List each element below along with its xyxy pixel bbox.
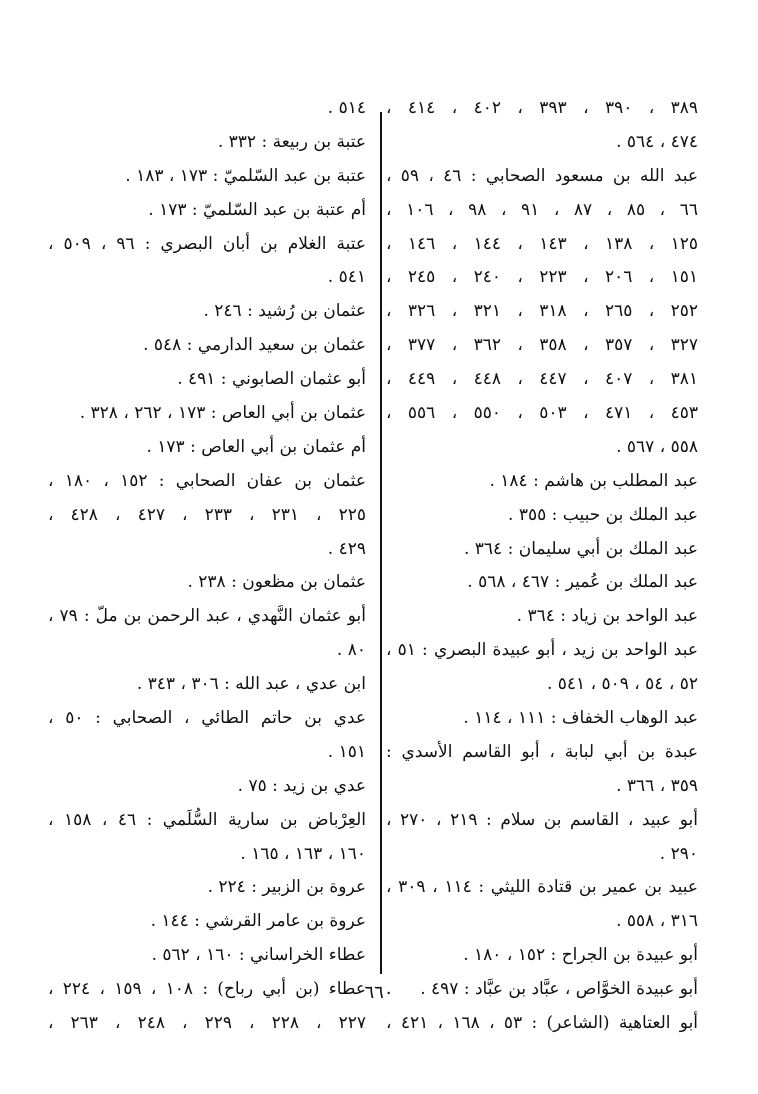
page-number: ٦٦٠ (364, 982, 394, 1003)
index-column-right (386, 92, 698, 1041)
index-entry-line: ٢٥٢ ، ٢٦٥ ، ٣١٨ ، ٣٢١ ، ٣٢٦ ، (386, 301, 698, 322)
index-entry-line: عثمان بن أبي العاص : ١٧٣ ، ٢٦٢ ، ٣٢٨ . (79, 403, 366, 424)
index-entry-line: أم عتبة بن عبد السّلميّ : ١٧٣ . (148, 199, 366, 220)
index-entry-line: ٥٥٨ ، ٥٦٧ . (616, 436, 698, 457)
index-entry-line: أبو عبيدة بن الجراح : ١٥٢ ، ١٨٠ . (463, 945, 698, 966)
index-entry-line: عدي بن زيد : ٧٥ . (237, 775, 366, 796)
index-entry-line: عبد الملك بن عُمير : ٤٦٧ ، ٥٦٨ . (467, 572, 698, 593)
index-entry-line: عثمان بن رُشيد : ٢٤٦ . (203, 301, 366, 322)
index-entry-line: ١٦٠ ، ١٦٣ ، ١٦٥ . (240, 843, 366, 864)
index-entry-line: عثمان بن مظعون : ٢٣٨ . (187, 572, 366, 593)
index-entry-line: ١٥١ . (327, 741, 366, 762)
index-entry-line: عطاء (بن أبي رباح) : ١٠٨ ، ١٥٩ ، ٢٢٤ ، (48, 979, 366, 1000)
index-entry-line: ٢٢٧ ، ٢٢٨ ، ٢٢٩ ، ٢٤٨ ، ٢٦٣ ، (48, 1013, 366, 1034)
index-entry-line: عثمان بن عفان الصحابي : ١٥٢ ، ١٨٠ ، (48, 470, 366, 491)
index-entry-line: عثمان بن سعيد الدارمي : ٥٤٨ . (143, 335, 366, 356)
index-entry-line: أبو عثمان النَّهدي ، عبد الرحمن بن ملّ : ٧٩ ، (48, 606, 366, 627)
index-entry-line: عدي بن حاتم الطائي ، الصحابي : ٥٠ ، (48, 708, 366, 729)
index-entry-line: ابن عدي ، عبد الله : ٣٠٦ ، ٣٤٣ . (136, 674, 366, 695)
index-entry-line: أبو العتاهية (الشاعر) : ٥٣ ، ١٦٨ ، ٤٢١ ، (386, 1013, 698, 1034)
index-entry-line: ٣٥٩ ، ٣٦٦ . (616, 775, 698, 796)
index-entry-line: ٨٠ . (336, 640, 366, 661)
index-entry-line: ٤٢٩ . (327, 538, 366, 559)
index-entry-line: ٣٨١ ، ٤٠٧ ، ٤٤٧ ، ٤٤٨ ، ٤٤٩ ، (386, 369, 698, 390)
index-entry-line: ٦٦ ، ٨٥ ، ٨٧ ، ٩١ ، ٩٨ ، ١٠٦ ، (386, 199, 698, 220)
index-entry-line: عتبة بن عبد السّلميّ : ١٧٣ ، ١٨٣ . (125, 165, 366, 186)
index-entry-line: عتبة بن ربيعة : ٣٣٢ . (217, 131, 366, 152)
index-entry-line: ٣١٦ ، ٥٥٨ . (616, 911, 698, 932)
index-entry-line: ١٥١ ، ٢٠٦ ، ٢٢٣ ، ٢٤٠ ، ٢٤٥ ، (386, 267, 698, 288)
index-entry-line: عبد الواحد بن زيد ، أبو عبيدة البصري : ٥١ ، (386, 640, 698, 661)
index-entry-line: عبد الله بن مسعود الصحابي : ٤٦ ، ٥٩ ، (386, 165, 698, 186)
index-entry-line: عبد الوهاب الخفاف : ١١١ ، ١١٤ . (463, 708, 698, 729)
index-entry-line: ٢٢٥ ، ٢٣١ ، ٢٣٣ ، ٤٢٧ ، ٤٢٨ ، (48, 504, 366, 525)
column-divider (380, 112, 382, 974)
index-entry-line: ٥٤١ . (327, 267, 366, 288)
index-entry-line: ٢٩٠ . (659, 843, 698, 864)
index-entry-line: عروة بن الزبير : ٢٢٤ . (207, 877, 366, 898)
index-column-left (48, 92, 366, 1041)
index-entry-line: أم عثمان بن أبي العاص : ١٧٣ . (146, 436, 366, 457)
index-entry-line: عبد الملك بن أبي سليمان : ٣٦٤ . (463, 538, 698, 559)
index-entry-line: ٤٧٤ ، ٥٦٤ . (616, 131, 698, 152)
index-entry-line: ١٢٥ ، ١٣٨ ، ١٤٣ ، ١٤٤ ، ١٤٦ ، (386, 233, 698, 254)
index-entry-line: ٣٢٧ ، ٣٥٧ ، ٣٥٨ ، ٣٦٢ ، ٣٧٧ ، (386, 335, 698, 356)
index-entry-line: عبد المطلب بن هاشم : ١٨٤ . (489, 470, 698, 491)
index-entry-line: ٥١٤ . (327, 98, 366, 118)
index-entry-line: عروة بن عامر القرشي : ١٤٤ . (150, 911, 366, 932)
index-entry-line: العِرْباض بن سارية السُّلَمي : ٤٦ ، ١٥٨ ، (48, 809, 366, 830)
index-entry-line: عطاء الخراساني : ١٦٠ ، ٥٦٢ . (151, 945, 366, 966)
index-entry-line: أبو عبيدة الخوَّاص ، عبَّاد بن عبَّاد : ٤٩٧ . (420, 979, 698, 1000)
index-entry-line: ٤٥٣ ، ٤٧١ ، ٥٠٣ ، ٥٥٠ ، ٥٥٦ ، (386, 403, 698, 424)
index-entry-line: أبو عثمان الصابوني : ٤٩١ . (177, 369, 366, 390)
index-entry-line: ٣٨٩ ، ٣٩٠ ، ٣٩٣ ، ٤٠٢ ، ٤١٤ ، (386, 98, 698, 118)
index-entry-line: أبو عبيد ، القاسم بن سلام : ٢١٩ ، ٢٧٠ ، (386, 809, 698, 830)
index-entry-line: عبد الملك بن حبيب : ٣٥٥ . (508, 504, 698, 525)
index-entry-line: عبيد بن عمير بن قتادة الليثي : ١١٤ ، ٣٠٩ ، (386, 877, 698, 898)
index-entry-line: عتبة الغلام بن أبان البصري : ٩٦ ، ٥٠٩ ، (48, 233, 366, 254)
index-entry-line: عبدة بن أبي لبابة ، أبو القاسم الأسدي : (386, 741, 698, 762)
index-entry-line: ٥٢ ، ٥٤ ، ٥٠٩ ، ٥٤١ . (546, 674, 698, 695)
index-entry-line: عبد الواحد بن زياد : ٣٦٤ . (516, 606, 698, 627)
